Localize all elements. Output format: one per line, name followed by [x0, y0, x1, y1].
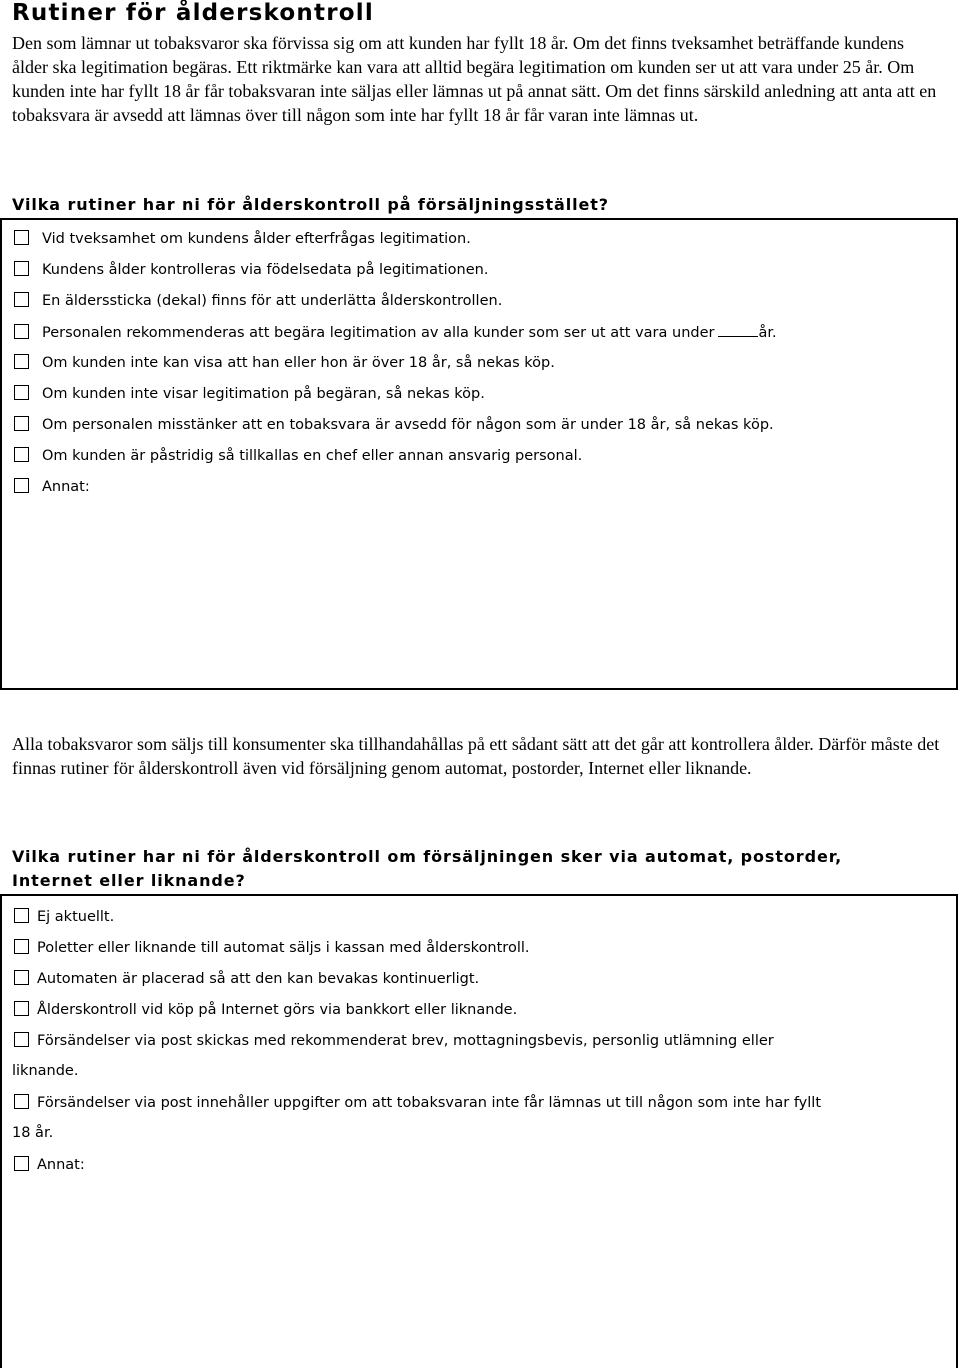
- option-label: Poletter eller liknande till automat säljs i kassan med ålderskontroll.: [37, 940, 530, 956]
- option-label: Om kunden inte visar legitimation på begäran, så nekas köp.: [42, 386, 485, 402]
- option-rekommenderas-legitimation: [14, 323, 777, 341]
- section1-options-box: [0, 218, 958, 690]
- option-label: Personalen rekommenderas att begära legitimation av alla kunder som ser ut att vara under: [42, 325, 715, 341]
- option-label: Kundens ålder kontrolleras via födelsedata på legitimationen.: [42, 262, 489, 278]
- checkbox[interactable]: [14, 416, 29, 431]
- option-poletter: [14, 939, 530, 956]
- option-automaten-bevakas: [14, 970, 479, 987]
- option-label: Om kunden inte kan visa att han eller hon är över 18 år, så nekas köp.: [42, 355, 555, 371]
- section1-question: Vilka rutiner har ni för ålderskontroll på försäljningsstället?: [12, 195, 609, 214]
- intro-paragraph: Den som lämnar ut tobaksvaror ska förvissa sig om att kunden har fyllt 18 år. Om det finns tveksamhet beträffande kundens ålder ska legitimation begäras. Ett riktmärke kan vara att alltid begära legitimation om kunden ser ut att vara under 25 år. Om kunden inte har fyllt 18 år får tobaksvaran inte säljas eller lämnas ut på annat sätt. Om det finns särskild anledning att anta att en tobaksvara är avsedd att lämnas över till någon som inte har fyllt 18 år får varan inte lämnas ut.: [12, 33, 937, 125]
- option-post-rekommenderat: [14, 1032, 774, 1049]
- option-label: Om kunden är påstridig så tillkallas en chef eller annan ansvarig personal.: [42, 448, 583, 464]
- option-label: Automaten är placerad så att den kan bevakas kontinuerligt.: [37, 971, 480, 987]
- option-aldersstick: [14, 292, 502, 309]
- checkbox[interactable]: [14, 354, 29, 369]
- checkbox[interactable]: [14, 908, 29, 923]
- option-label: Om personalen misstänker att en tobaksvara är avsedd för någon som är under 18 år, så nekas köp.: [42, 417, 774, 433]
- checkbox[interactable]: [14, 939, 29, 954]
- checkbox[interactable]: [14, 447, 29, 462]
- info-paragraph: Alla tobaksvaror som säljs till konsumenter ska tillhandahållas på ett sådant sätt att det går att kontrollera ålder. Därför måste det finnas rutiner för ålderskontroll även vid försäljning genom automat, postorder, Internet eller liknande.: [12, 734, 940, 778]
- checkbox[interactable]: [14, 1156, 29, 1171]
- age-suffix: år.: [758, 325, 777, 341]
- option-label: Försändelser via post innehåller uppgifter om att tobaksvaran inte får lämnas ut till någon som inte har fyllt: [37, 1095, 822, 1111]
- checkbox[interactable]: [14, 385, 29, 400]
- option-label: Ej aktuellt.: [37, 909, 115, 925]
- checkbox[interactable]: [14, 261, 29, 276]
- section2-options-box: [0, 894, 958, 1368]
- option-pastridig: [14, 447, 582, 464]
- option-nekas-over-18: [14, 354, 555, 371]
- section2-question: Vilka rutiner har ni för ålderskontroll om försäljningen sker via automat, postorder, Internet eller liknande?: [12, 847, 843, 890]
- option-label: Ålderskontroll vid köp på Internet görs via bankkort eller liknande.: [37, 1002, 518, 1018]
- option-annat-2: [14, 1156, 85, 1173]
- option-label: Vid tveksamhet om kundens ålder efterfrågas legitimation.: [42, 231, 471, 247]
- checkbox[interactable]: [14, 292, 29, 307]
- option-label: Försändelser via post skickas med rekommenderat brev, mottagningsbevis, personlig utlämning eller: [37, 1033, 774, 1049]
- option-ej-aktuellt: [14, 908, 114, 925]
- option-langning: [14, 416, 774, 433]
- checkbox[interactable]: [14, 324, 29, 339]
- option-post-uppgifter: [14, 1094, 821, 1111]
- option-label: Annat:: [42, 479, 90, 495]
- option-ingen-legitimation: [14, 385, 485, 402]
- checkbox[interactable]: [14, 970, 29, 985]
- checkbox[interactable]: [14, 478, 29, 493]
- checkbox[interactable]: [14, 1001, 29, 1016]
- checkbox[interactable]: [14, 230, 29, 245]
- page-title: Rutiner för ålderskontroll: [12, 0, 374, 26]
- checkbox[interactable]: [14, 1032, 29, 1047]
- option-kundens-alder: [14, 261, 488, 278]
- option-label: En älderssticka (dekal) finns för att underlätta ålderskontrollen.: [42, 293, 503, 309]
- option-post-uppgifter-continuation: 18 år.: [12, 1125, 54, 1141]
- option-internet-bankkort: [14, 1001, 517, 1018]
- option-post-rekommenderat-continuation: liknande.: [12, 1063, 79, 1079]
- option-label: Annat:: [37, 1157, 85, 1173]
- option-vid-tveksamhet: [14, 230, 471, 247]
- checkbox[interactable]: [14, 1094, 29, 1109]
- age-blank-field[interactable]: [718, 323, 758, 337]
- option-annat: [14, 478, 90, 495]
